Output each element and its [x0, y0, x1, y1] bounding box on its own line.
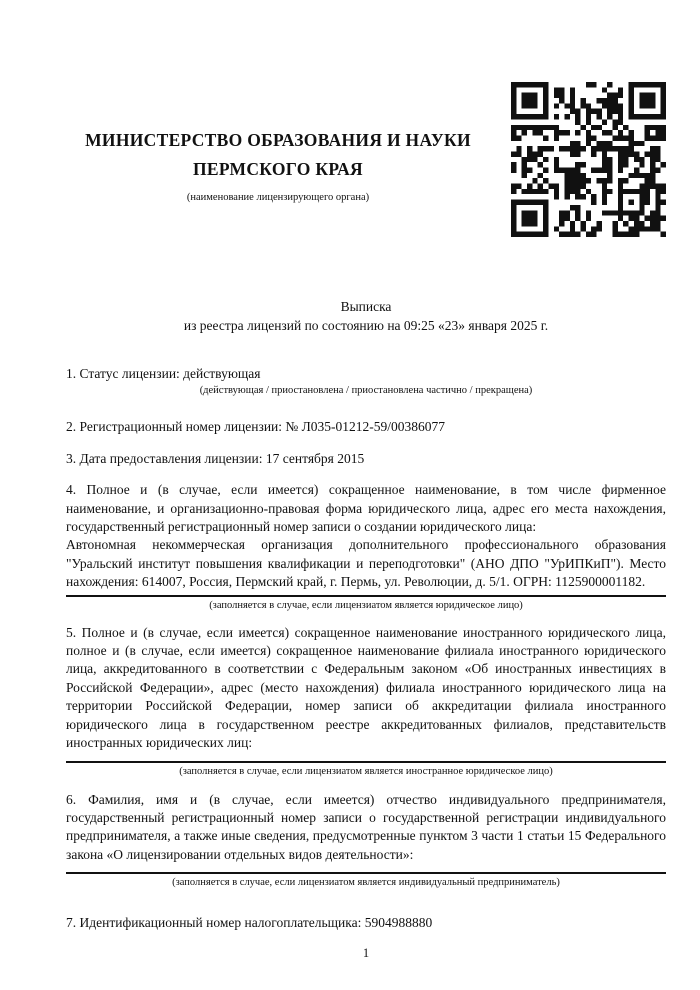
ministry-name-line2: ПЕРМСКОГО КРАЯ	[193, 159, 363, 179]
foreign-entity-blank-field	[66, 753, 666, 763]
document-footer	[66, 946, 666, 961]
document-title-block	[66, 297, 666, 335]
qr-code-image	[511, 82, 666, 237]
qr-code	[511, 82, 666, 237]
legal-entity-question: 4. Полное и (в случае, если имеется) сокращенное наименование, в том числе фирменное наименование, и организационно-правовая форма юридического лица, адрес его места нахождения, государственный регистрационный номер записи о создании юридического лица:	[66, 482, 666, 535]
document-body	[66, 297, 666, 933]
document-header	[66, 82, 666, 237]
ministry-name-line1: МИНИСТЕРСТВО ОБРАЗОВАНИЯ И НАУКИ	[85, 130, 471, 150]
individual-entrepreneur-blank-field	[66, 864, 666, 874]
foreign-entity-caption: (заполняется в случае, если лицензиатом является иностранное юридическое лицо)	[179, 765, 553, 777]
licensing-authority-caption: (наименование лицензирующего органа)	[186, 192, 370, 203]
legal-entity-caption: (заполняется в случае, если лицензиатом является юридическое лицо)	[209, 599, 523, 611]
license-registration-number: 2. Регистрационный номер лицензии: № Л035-01212-59/00386077	[66, 419, 446, 435]
document-subtitle: из реестра лицензий по состоянию на 09:25 «23» января 2025 г.	[183, 318, 549, 333]
license-status-caption: (действующая / приостановлена / приостановлена частично / прекращена)	[199, 385, 533, 397]
license-grant-date: 3. Дата предоставления лицензии: 17 сентября 2015	[66, 450, 365, 466]
license-status: 1. Статус лицензии: действующая	[66, 366, 261, 381]
foreign-entity-question: 5. Полное и (в случае, если имеется) сокращенное наименование иностранного юридического лица, полное и (в случае, если имеется) сокращенное наименование филиала иностранного юридического лица, аккредитованного в соответствии с Федеральным законом «Об иностранных инвестициях в Российской Федерации», адрес (место нахождения) филиала иностранного юридического лица на территории Российской Федерации, номер записи об аккредитации филиала иностранного юридического лица в государственном реестре аккредитованных филиалов, представительств иностранных юридических лиц:	[66, 624, 666, 751]
legal-entity-value: Автономная некоммерческая организация дополнительного профессионального образования "Уральский институт повышения квалификации и переподготовки" (АНО ДПО "УрИПКиП"). Место нахождения: 614007, Россия, Пермский край, г. Пермь, ул. Революции, д. 5/1. ОГРН: 1125900001182.	[66, 536, 666, 596]
document-title: Выписка	[340, 299, 392, 314]
licensing-authority-block	[66, 82, 490, 204]
individual-entrepreneur-question: 6. Фамилия, имя и (в случае, если имеется) отчество индивидуального предпринимателя, государственный регистрационный номер записи о государственной регистрации индивидуального предпринимателя, а также иные сведения, предусмотренные пунктом 3 части 1 статьи 15 Федерального закона «О лицензировании отдельных видов деятельности»:	[66, 791, 666, 862]
taxpayer-id: 7. Идентификационный номер налогоплательщика: 5904988880	[66, 915, 433, 931]
page-number: 1	[362, 945, 370, 960]
individual-entrepreneur-caption: (заполняется в случае, если лицензиатом является индивидуальный предприниматель)	[172, 877, 560, 889]
ministry-name	[66, 126, 490, 184]
